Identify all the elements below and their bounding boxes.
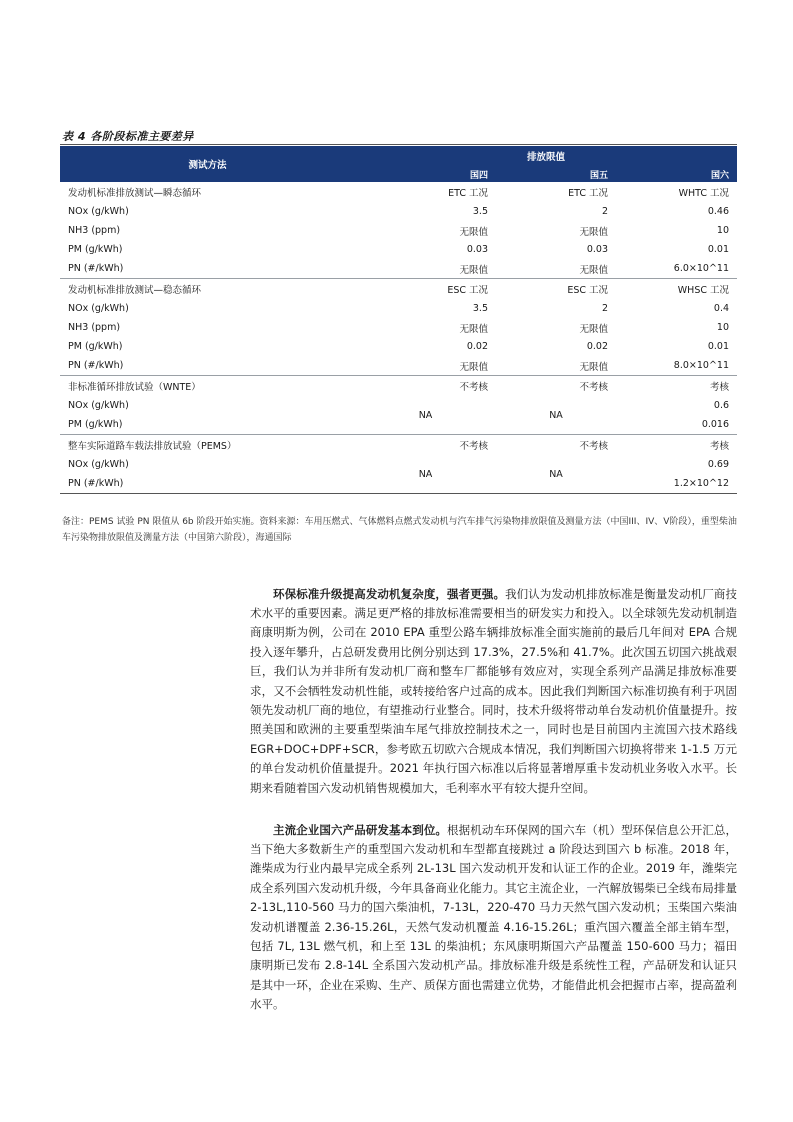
cell: 0.02 <box>586 341 608 352</box>
section-row <box>60 279 737 300</box>
cell: 0.01 <box>707 244 730 255</box>
table-row <box>60 396 737 415</box>
header-col-guo6: 国六 <box>616 166 737 182</box>
cell: 8.0×10^11 <box>673 360 730 371</box>
table-row <box>60 240 737 259</box>
section-cell: ETC 工况 <box>568 188 608 199</box>
cell: 0.6 <box>713 400 730 411</box>
section-name: 非标准循环排放试验（WNTE） <box>60 376 355 397</box>
table-row <box>60 337 737 356</box>
cell: 无限值 <box>459 264 488 276</box>
section-cell: 不考核 <box>355 376 496 397</box>
cell: 10 <box>716 322 730 333</box>
header-col-guo5: 国五 <box>496 166 616 182</box>
section-name: 整车实际道路车载法排放试验（PEMS） <box>60 435 355 456</box>
row-label: PN (#/kWh) <box>68 360 124 371</box>
header-limit: 排放限值 <box>355 146 737 166</box>
table-title: 表 4 各阶段标准主要差异 <box>62 130 194 143</box>
title-rule <box>60 144 737 145</box>
section-cell: ESC 工况 <box>355 279 496 300</box>
paragraph-text: 我们认为发动机排放标准是衡量发动机厂商技术水平的重要因素。满足更严格的排放标准需要相当的研发实力和投入。以全球领先发动机制造商康明斯为例，公司在 2010 EPA 重型公路车辆排放标准全面实施前的最后几年间对 EPA 合规投入逐年攀升，占总研发费用比例分别达到 17.3%，27.5%和 41.7%。此次国五切国六挑战艰巨，我们认为并非所有发动机厂商和整车厂都能够有效应对，实现全系列产品满足排放标准要求，又不会牺牲发动机性能，或转接给客户过高的成本。因此我们判断国六标准切换有利于巩固领先发动机厂商的地位，有望推动行业整合。同时，技术升级将带动单台发动机价值量提升。按照美国和欧洲的主要重型柴油车尾气排放控制技术之一，同时也是目前国内主流国六技术路线 EGR+DOC+DPF+SCR，参考欧五切欧六合规成本情况，我们判断国六切换将带来 1-1.5 万元的单台发动机价值量提升。2021 年执行国六标准以后将显著增厚重卡发动机业务收入水平。长期来看随着国六发动机销售规模加大，毛利率水平有较大提升空间。 <box>250 586 738 795</box>
section-row <box>60 435 737 456</box>
section-cell: 不考核 <box>496 435 616 456</box>
row-label: PM (g/kWh) <box>68 244 123 255</box>
table-row <box>60 318 737 337</box>
cell: 无限值 <box>459 226 488 238</box>
cell: 2 <box>601 206 608 217</box>
section-cell: 考核 <box>616 435 737 456</box>
cell: 0.016 <box>701 419 730 430</box>
merged-cell: NA <box>355 455 496 494</box>
cell: 0.03 <box>466 244 488 255</box>
section-cell: 不考核 <box>355 435 496 456</box>
section-name: 发动机标准排放测试—稳态循环 <box>60 279 355 300</box>
cell: 6.0×10^11 <box>673 263 730 274</box>
section-name: 发动机标准排放测试—瞬态循环 <box>68 188 202 199</box>
table-row <box>60 356 737 376</box>
cell: 0.4 <box>713 303 730 314</box>
row-label: PN (#/kWh) <box>68 263 124 274</box>
section-cell: 考核 <box>616 376 737 397</box>
table-row <box>60 259 737 279</box>
cell: 10 <box>716 225 730 236</box>
section-row <box>60 376 737 397</box>
cell: 0.02 <box>466 341 488 352</box>
cell: 3.5 <box>472 303 488 314</box>
section-cell: WHSC 工况 <box>616 279 737 300</box>
row-label: NOx (g/kWh) <box>68 303 129 314</box>
merged-cell: NA <box>418 409 433 421</box>
cell: 1.2×10^12 <box>616 474 737 494</box>
header-col-guo4: 国四 <box>355 166 496 182</box>
table-header-row-1 <box>60 146 737 166</box>
emission-standards-table <box>60 146 737 494</box>
row-label: NH3 (ppm) <box>68 225 121 236</box>
section-cell: WHTC 工况 <box>678 188 730 199</box>
row-label: NH3 (ppm) <box>68 322 121 333</box>
row-label: PM (g/kWh) <box>68 341 123 352</box>
row-label: NOx (g/kWh) <box>68 206 129 217</box>
cell: 无限值 <box>579 361 608 373</box>
cell: 0.46 <box>707 206 730 217</box>
cell: 无限值 <box>579 226 608 238</box>
paragraph-2 <box>250 821 737 1015</box>
cell: 无限值 <box>459 361 488 373</box>
cell: 2 <box>601 303 608 314</box>
table-row <box>60 202 737 221</box>
row-label: NOx (g/kWh) <box>68 400 129 411</box>
merged-cell: NA <box>496 455 616 494</box>
cell: 无限值 <box>579 264 608 276</box>
cell: 0.69 <box>707 459 730 470</box>
section-cell: 不考核 <box>496 376 616 397</box>
paragraph-1 <box>250 585 737 798</box>
cell: 无限值 <box>579 323 608 335</box>
row-label: PM (g/kWh) <box>68 419 123 430</box>
table-row <box>60 299 737 318</box>
table-row <box>60 455 737 474</box>
paragraph-lead: 主流企业国六产品研发基本到位。 <box>273 822 448 837</box>
row-label: NOx (g/kWh) <box>68 459 129 470</box>
section-cell: ESC 工况 <box>496 279 616 300</box>
cell: 0.01 <box>707 341 730 352</box>
row-label: PN (#/kWh) <box>60 474 355 494</box>
section-cell: ETC 工况 <box>448 188 488 199</box>
header-method: 测试方法 <box>60 146 355 182</box>
merged-cell: NA <box>549 409 563 421</box>
table-note: 备注：PEMS 试验 PN 限值从 6b 阶段开始实施。资料来源：车用压燃式、气体燃料点燃式发动机与汽车排气污染物排放限值及测量方法（中国III、IV、V阶段），重型柴油车污染物排放限值及测量方法（中国第六阶段），海通国际 <box>62 517 737 543</box>
section-row <box>60 182 737 202</box>
cell: 3.5 <box>472 206 488 217</box>
paragraph-lead: 环保标准升级提高发动机复杂度，强者更强。 <box>273 586 506 601</box>
cell: 无限值 <box>459 323 488 335</box>
cell: 0.03 <box>586 244 608 255</box>
paragraph-text: 根据机动车环保网的国六车（机）型环保信息公开汇总，当下绝大多数新生产的重型国六发动机和车型都直接跳过 a 阶段达到国六 b 标准。2018 年，潍柴成为行业内最早完成全系列 2L-13L 国六发动机开发和认证工作的企业。2019 年，潍柴完成全系列国六发动机升级，今年具备商业化能力。其它主流企业，一汽解放锡柴已全线布局排量 2-13L,110-560 马力的国六柴油机，7-13L，220-470 马力天然气国六发动机；玉柴国六柴油发动机谱覆盖 2.36-15.26L，天然气发动机覆盖 4.16-15.26L；重汽国六覆盖全部主销车型，包括 7L, 13L 燃气机，和上至 13L 的柴油机；东风康明斯国六产品覆盖 150-600 马力；福田康明斯已发布 2.8-14L 全系国六发动机产品。排放标准升级是系统性工程，产品研发和认证只是其中一环，企业在采购、生产、质保方面也需建立优势，才能借此机会把握市占率，提高盈利水平。 <box>250 822 738 1012</box>
table-row <box>60 221 737 240</box>
